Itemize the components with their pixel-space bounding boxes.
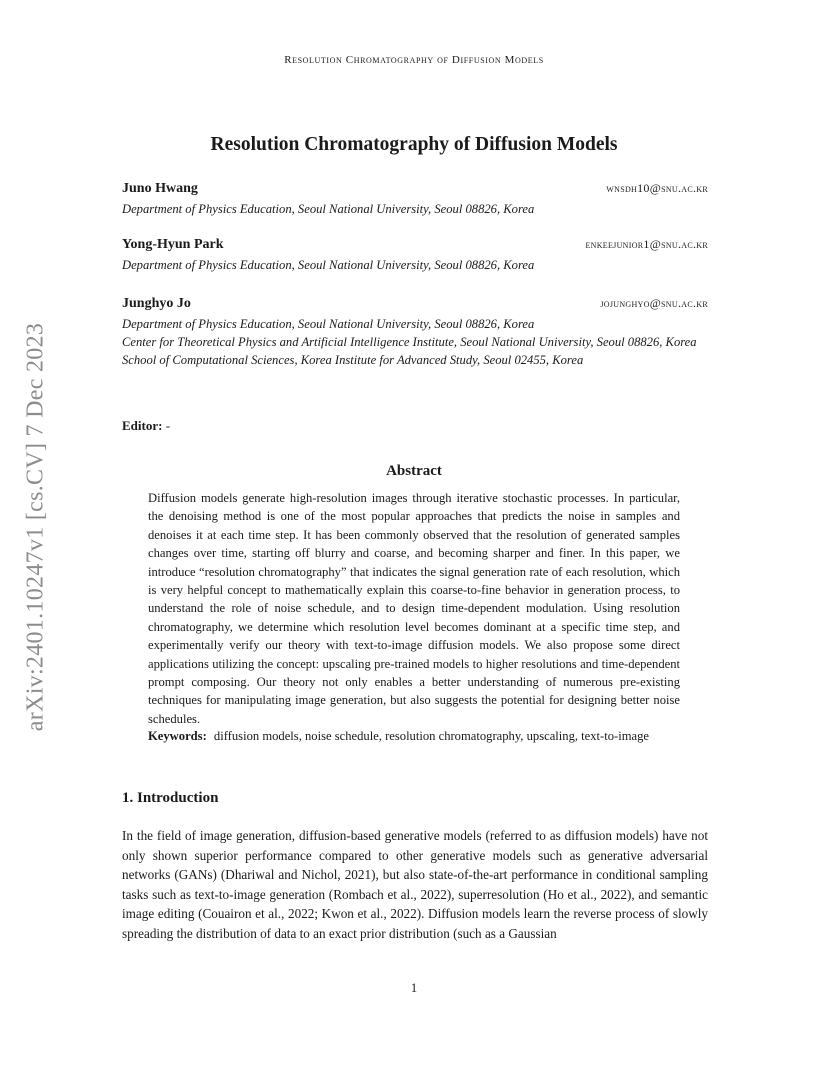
author-affiliation: Center for Theoretical Physics and Artificial Intelligence Institute, Seoul National University, Seoul 08826, Korea: [122, 335, 697, 349]
author-block-2: [122, 237, 708, 274]
section-heading-introduction: 1. Introduction: [122, 790, 219, 806]
author-email[interactable]: jojunghyo@snu.ac.kr: [600, 296, 708, 310]
running-head: Resolution Chromatography of Diffusion Models: [284, 54, 544, 66]
author-affiliation: Department of Physics Education, Seoul National University, Seoul 08826, Korea: [122, 202, 535, 216]
author-block-1: [122, 181, 708, 218]
keywords-text: diffusion models, noise schedule, resolution chromatography, upscaling, text-to-image: [213, 729, 650, 743]
author-affiliation: Department of Physics Education, Seoul National University, Seoul 08826, Korea: [122, 317, 535, 331]
author-name: Yong-Hyun Park: [122, 237, 224, 252]
author-email[interactable]: enkeejunior1@snu.ac.kr: [585, 237, 708, 251]
author-block-3: [122, 296, 708, 369]
author-email[interactable]: wnsdh10@snu.ac.kr: [606, 181, 708, 195]
editor-label: Editor:: [122, 418, 163, 433]
introduction-text: In the field of image generation, diffusion-based generative models (referred to as diffusion models) have not only shown superior performance compared to other generative models such as generative adversarial networks (GANs) (Dhariwal and Nichol, 2021), but also state-of-the-art performance in conditional sampling tasks such as text-to-image generation (Rombach et al., 2022), superresolution (Ho et al., 2022), and semantic image editing (Couairon et al., 2022; Kwon et al., 2022). Diffusion models learn the reverse process of slowly spreading the distribution of data to an exact prior distribution (such as a Gaussian: [122, 828, 708, 941]
author-name: Juno Hwang: [122, 181, 198, 196]
keywords: [148, 727, 680, 745]
paper-title: Resolution Chromatography of Diffusion Models: [210, 134, 618, 155]
page-number: 1: [410, 981, 418, 995]
author-name: Junghyo Jo: [122, 296, 191, 311]
abstract-heading: Abstract: [386, 463, 442, 479]
arxiv-identifier-stamp[interactable]: arXiv:2401.10247v1 [cs.CV] 7 Dec 2023: [22, 322, 49, 732]
abstract-text: Diffusion models generate high-resolution images through iterative stochastic processes. In particular, the denoising method is one of the most popular approaches that predicts the noise in samples and denoises it at each time step. It has been commonly observed that the resolution of generated samples changes over time, starting off blurry and coarse, and becoming sharper and finer. In this paper, we introduce “resolution chromatography” that indicates the signal generation rate of each resolution, which is very helpful concept to mathematically explain this coarse-to-fine behavior in generation process, to understand the role of noise schedule, and to design time-dependent modulation. Using resolution chromatography, we determine which resolution level becomes dominant at a specific time step, and experimentally verify our theory with text-to-image diffusion models. We also propose some direct applications utilizing the concept: upscaling pre-trained models to higher resolutions and time-dependent prompt composing. Our theory not only enables a better understanding of numerous pre-existing techniques for manipulating image generation, but also suggests the potential for designing better noise schedules.: [148, 491, 680, 726]
editor-line: [122, 418, 170, 434]
author-affiliation: School of Computational Sciences, Korea Institute for Advanced Study, Seoul 02455, Korea: [122, 353, 584, 367]
editor-value: -: [165, 418, 171, 433]
keywords-label: Keywords:: [148, 729, 207, 743]
author-affiliation: Department of Physics Education, Seoul National University, Seoul 08826, Korea: [122, 258, 535, 272]
